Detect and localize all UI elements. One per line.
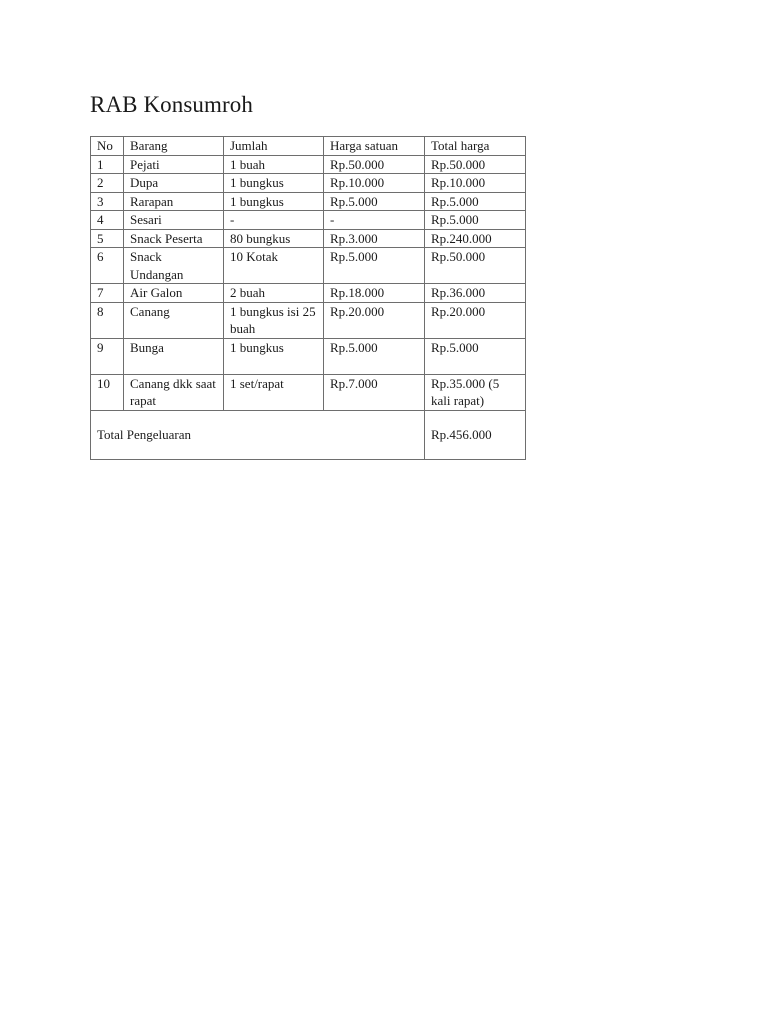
cell-barang: Sesari (124, 211, 224, 230)
table-row (91, 211, 526, 230)
cell-no: 5 (91, 229, 124, 248)
cell-jumlah: 1 bungkus (224, 338, 324, 374)
cell-harga-satuan: Rp.20.000 (324, 302, 425, 338)
table-header-row (91, 137, 526, 156)
cell-jumlah: 1 bungkus (224, 174, 324, 193)
cell-jumlah: 1 bungkus (224, 192, 324, 211)
cell-no: 7 (91, 284, 124, 303)
table-row (91, 284, 526, 303)
cell-harga-satuan: Rp.10.000 (324, 174, 425, 193)
budget-table (90, 136, 526, 460)
cell-total-harga: Rp.10.000 (425, 174, 526, 193)
cell-jumlah: - (224, 211, 324, 230)
total-value: Rp.456.000 (425, 410, 526, 459)
cell-total-harga: Rp.50.000 (425, 155, 526, 174)
table-row (91, 192, 526, 211)
table-row (91, 155, 526, 174)
cell-no: 6 (91, 248, 124, 284)
cell-harga-satuan: Rp.50.000 (324, 155, 425, 174)
table-row (91, 174, 526, 193)
cell-barang: Snack Peserta (124, 229, 224, 248)
cell-harga-satuan: Rp.7.000 (324, 374, 425, 410)
page-title: RAB Konsumroh (90, 92, 253, 117)
table-row (91, 248, 526, 284)
cell-no: 4 (91, 211, 124, 230)
cell-no: 8 (91, 302, 124, 338)
column-header-harga-satuan: Harga satuan (324, 137, 425, 156)
column-header-no: No (91, 137, 124, 156)
cell-barang: Canang (124, 302, 224, 338)
cell-barang: Pejati (124, 155, 224, 174)
cell-barang: Air Galon (124, 284, 224, 303)
cell-total-harga: Rp.20.000 (425, 302, 526, 338)
total-label: Total Pengeluaran (91, 410, 425, 459)
cell-barang: Bunga (124, 338, 224, 374)
cell-jumlah: 2 buah (224, 284, 324, 303)
column-header-barang: Barang (124, 137, 224, 156)
cell-no: 9 (91, 338, 124, 374)
cell-harga-satuan: Rp.5.000 (324, 248, 425, 284)
cell-barang: Snack Undangan (124, 248, 224, 284)
cell-jumlah: 10 Kotak (224, 248, 324, 284)
column-header-jumlah: Jumlah (224, 137, 324, 156)
table-row (91, 229, 526, 248)
cell-no: 3 (91, 192, 124, 211)
cell-harga-satuan: Rp.5.000 (324, 192, 425, 211)
table-row (91, 374, 526, 410)
cell-no: 2 (91, 174, 124, 193)
cell-total-harga: Rp.35.000 (5 kali rapat) (425, 374, 526, 410)
cell-harga-satuan: Rp.18.000 (324, 284, 425, 303)
column-header-total-harga: Total harga (425, 137, 526, 156)
cell-total-harga: Rp.36.000 (425, 284, 526, 303)
cell-barang: Canang dkk saat rapat (124, 374, 224, 410)
table-row (91, 338, 526, 374)
cell-no: 1 (91, 155, 124, 174)
table-total-row (91, 410, 526, 459)
cell-total-harga: Rp.50.000 (425, 248, 526, 284)
cell-total-harga: Rp.240.000 (425, 229, 526, 248)
cell-jumlah: 1 buah (224, 155, 324, 174)
cell-barang: Rarapan (124, 192, 224, 211)
cell-harga-satuan: Rp.5.000 (324, 338, 425, 374)
cell-no: 10 (91, 374, 124, 410)
cell-total-harga: Rp.5.000 (425, 338, 526, 374)
cell-jumlah: 80 bungkus (224, 229, 324, 248)
cell-jumlah: 1 set/rapat (224, 374, 324, 410)
table-row (91, 302, 526, 338)
cell-jumlah: 1 bungkus isi 25 buah (224, 302, 324, 338)
cell-barang: Dupa (124, 174, 224, 193)
cell-total-harga: Rp.5.000 (425, 192, 526, 211)
cell-harga-satuan: - (324, 211, 425, 230)
cell-total-harga: Rp.5.000 (425, 211, 526, 230)
cell-harga-satuan: Rp.3.000 (324, 229, 425, 248)
